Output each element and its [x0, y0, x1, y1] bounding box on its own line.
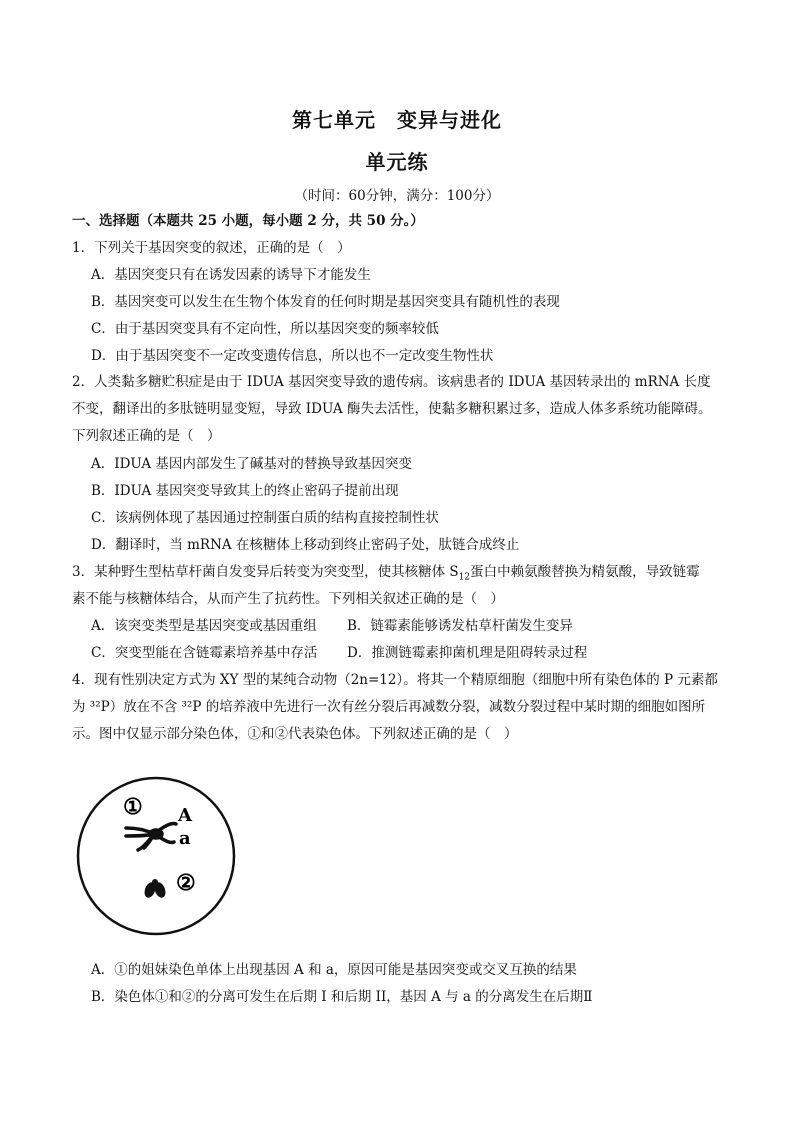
gene-a-label: a — [179, 828, 191, 849]
q3-option-b: B．链霉素能够诱发枯草杆菌发生变异 — [347, 618, 573, 634]
chromosome-1 — [126, 823, 176, 850]
q1-option-c: C．由于基因突变具有不定向性，所以基因突变的频率较低 — [91, 321, 439, 337]
chromosome-2-label: ② — [176, 870, 196, 896]
q3-option-d: D．推测链霉素抑菌机理是阻碍转录过程 — [347, 645, 588, 661]
q4-option-b: B．染色体①和②的分离可发生在后期 I 和后期 II，基因 A 与 a 的分离发生在后期Ⅱ — [91, 989, 593, 1005]
q2-option-c: C．该病例体现了基因通过控制蛋白质的结构直接控制性状 — [91, 510, 439, 526]
page-subtitle: 单元练 — [365, 150, 429, 174]
q3-stem-part2: 蛋白中赖氨酸替换为精氨酸，导致链霉 — [470, 564, 700, 580]
q1-option-a: A．基因突变只有在诱发因素的诱导下才能发生 — [91, 267, 371, 283]
q1-option-b: B．基因突变可以发生在生物个体发育的任何时期是基因突变具有随机性的表现 — [91, 294, 560, 310]
q1-stem: 1．下列关于基因突变的叙述，正确的是（ ） — [72, 240, 351, 256]
q2-option-b: B．IDUA 基因突变导致其上的终止密码子提前出现 — [91, 483, 399, 499]
section-heading: 一、选择题（本题共 25 小题，每小题 2 分，共 50 分。） — [72, 213, 424, 229]
cell-membrane — [78, 778, 234, 934]
chromosome-2 — [143, 879, 168, 899]
q1-option-d: D．由于基因突变不一定改变遗传信息，所以也不一定改变生物性状 — [91, 348, 494, 364]
q4-stem: 4．现有性别决定方式为 XY 型的某纯合动物（2n=12）。将其一个精原细胞（细胞中所有染色体的 P 元素都为 ³²P）放在不含 ³²P 的培养液中先进行一次有丝分裂后再减数分裂，减数分裂过程中某时期的细胞如图所示。图中仅显示部分染色体，①和②代表染色体。下列叙述正确的是（ ） — [72, 672, 718, 742]
q2-stem: 2．人类黏多糖贮积症是由于 IDUA 基因突变导致的遗传病。该病患者的 IDUA 基因转录出的 mRNA 长度不变，翻译出的多肽链明显变短，导致 IDUA 酶失去活性，使黏多糖积累过多，造成人体多系统功能障碍。下列叙述正确的是（ ） — [72, 374, 712, 444]
exam-meta: （时间：60分钟，满分：100分） — [294, 188, 500, 204]
page-title: 第七单元 变异与进化 — [292, 108, 502, 132]
chromosome-1-label: ① — [123, 794, 143, 820]
q3-stem-part1: 3．某种野生型枯草杆菌自发变异后转变为突变型，使其核糖体 S — [72, 564, 459, 580]
q4-option-a: A．①的姐妹染色单体上出现基因 A 和 a，原因可能是基因突变或交叉互换的结果 — [91, 962, 577, 978]
q3-option-a: A．该突变类型是基因突变或基因重组 — [91, 618, 317, 634]
cell-diagram — [76, 776, 236, 936]
q3-stem-subscript: 12 — [458, 572, 471, 583]
q3-stem-line2: 素不能与核糖体结合，从而产生了抗药性。下列相关叙述正确的是（ ） — [72, 591, 504, 607]
q2-option-a: A．IDUA 基因内部发生了碱基对的替换导致基因突变 — [91, 456, 412, 472]
gene-A-label: A — [178, 805, 192, 826]
q3-stem — [72, 563, 700, 587]
q2-option-d: D．翻译时，当 mRNA 在核糖体上移动到终止密码子处，肽链合成终止 — [91, 537, 520, 553]
q3-option-c: C．突变型能在含链霉素培养基中存活 — [91, 645, 318, 661]
